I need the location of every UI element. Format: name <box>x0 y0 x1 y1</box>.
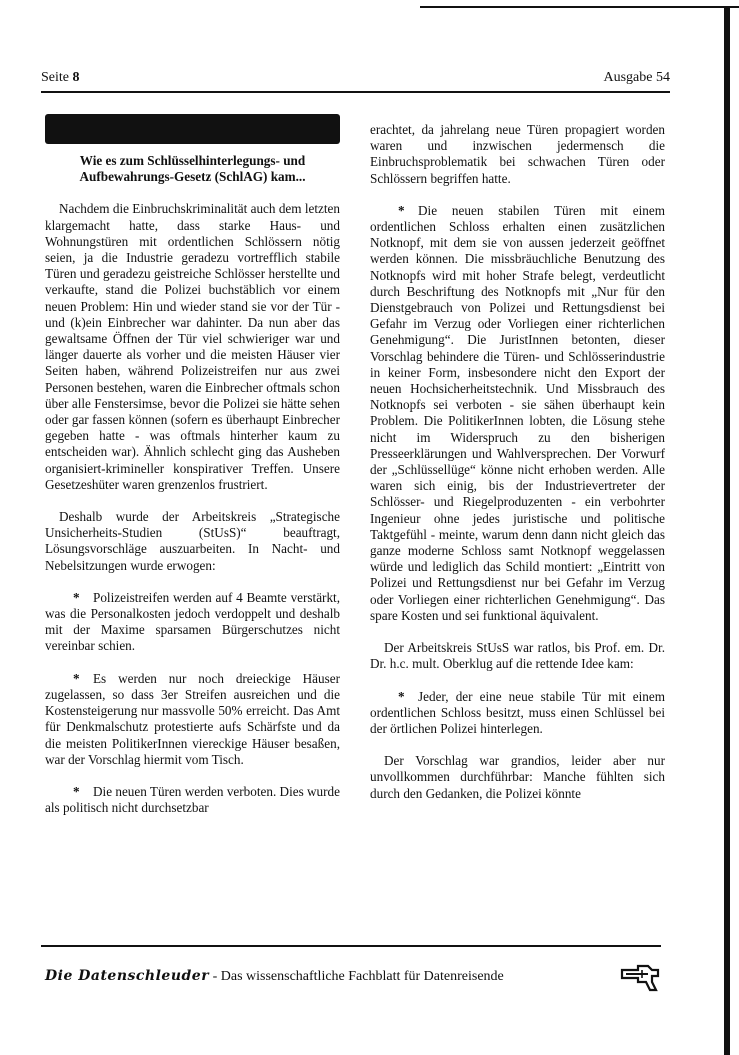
bullet-text-1: Polizeistreifen werden auf 4 Beamte verstärkt, was die Personalkosten jedoch verdoppelt und deshalb mit der Maxime sparsamen Bürgerschutzes nicht vereinbar schien. <box>45 589 340 654</box>
bullet-icon: * <box>398 202 405 218</box>
paragraph-3: erachtet, da jahrelang neue Türen propagiert worden waren und inzwischen jedermensch die Einbruchsproblematik bei schwachen Türen oder Schlössern begriffen hatte. <box>370 122 665 186</box>
bullet-item-3 <box>45 784 340 816</box>
bullet-text-5: Jeder, der eine neue stabile Tür mit einem ordentlichen Schloss besitzt, muss einen Schlüssel bei der örtlichen Polizei hinterlegen. <box>370 688 665 736</box>
headline-line-1: Wie es zum Schlüsselhinterlegungs- und <box>79 153 306 168</box>
article-headline <box>45 153 340 185</box>
paragraph-1: Nachdem die Einbruchskriminalität auch dem letzten klargemacht hatte, dass starke Haus- und Wohnungstüren mit ordentlichen Schlössern nötig seien, ja die Industrie geradezu vortrefflich stabile Türen und geradezu geistreiche Schlösser herstellte und verkaufte, stand die Polizei buchstäblich vor einem neuen Problem: Hin und wieder stand sie vor der Tür - und (k)ein Einbrecher war dahinter. Da nun aber das gewaltsame Öffnen der Tür viel schwieriger war und länger dauerte als vorher und die meisten Häuser vier Seiten haben, während Polizeistreifen nur aus zwei Personen bestehen, waren die Einbrecher oftmals schon über alle Fenstersimse, bevor die Polizei sie hätte sehen oder gar fassen können (sofern es überhaupt Einbrecher gegeben hatte - was oftmals hinterher kaum zu entscheiden war). Ähnlich schlecht ging das Ausheben organisiert-krimineller konspirativer Treffen. Unsere Gesetzeshüter waren grenzenlos frustriert. <box>45 201 340 492</box>
page-footer <box>45 968 605 988</box>
headline-line-2: Aufbewahrungs-Gesetz (SchlAG) kam... <box>79 169 306 185</box>
paragraph-2: Deshalb wurde der Arbeitskreis „Strategische Unsicherheits-Studien (StUsS)“ beauftragt, Lösungsvorschläge auszuarbeiten. In Nacht- und Nebelsitzungen wurde erwogen: <box>45 509 340 573</box>
bullet-item-4 <box>370 203 665 624</box>
page-label-text: Seite <box>41 70 73 85</box>
bullet-icon: * <box>398 688 405 704</box>
bullet-item-2 <box>45 671 340 768</box>
magazine-tagline: - Das wissenschaftliche Fachblatt für Datenreisende <box>209 969 504 984</box>
bullet-item-1 <box>45 590 340 655</box>
page-label <box>41 70 80 86</box>
paragraph-4: Der Arbeitskreis StUsS war ratlos, bis Prof. em. Dr. Dr. h.c. mult. Oberklug auf die rettende Idee kam: <box>370 640 665 672</box>
bullet-icon: * <box>73 670 80 686</box>
chaos-knot-icon <box>618 960 664 992</box>
bullet-icon: * <box>73 783 80 799</box>
right-column <box>370 122 665 818</box>
page-number: 8 <box>72 70 80 85</box>
header-rule <box>41 91 670 93</box>
bullet-text-3: Die neuen Türen werden verboten. Dies wurde als politisch nicht durchsetzbar <box>45 783 340 816</box>
bullet-text-2: Es werden nur noch dreieckige Häuser zugelassen, so dass 3er Streifen ausreichen und die Kostensteigerung nur massvolle 50% erreicht. Das Amt für Denkmalschutz protestierte aufs Schärfste und da die meisten PolitikerInnen viereckige Häuser besaßen, war der Vorschlag hiermit vom Tisch. <box>45 670 340 767</box>
bullet-text-4: Die neuen stabilen Türen mit einem ordentlichen Schloss erhalten einen zusätzlichen Notknopf, mit dem sie von aussen jederzeit geöffnet werden können. Die missbräuchliche Benutzung des Notknopfs wird mit hoher Strafe belegt, verdeutlicht durch Beschriftung des Notknopfs mit „Nur für den Dienstgebrauch von Polizei und Rettungsdienst bei Gefahr im Verzug oder Vorliegen einer richterlichen Genehmigung“. Die JuristInnen betonten, dieser Vorschlag behindere die Türen- und Schlösserindustrie in keiner Form, insbesondere nicht den Export der neuen Hochsicherheitstechnik. Und Missbrauch des Notknopfs sei verboten - sie sähen überhaupt kein Problem. Die PolitikerInnen lobten, die Lösung stehe nicht im Widerspruch zu den bisherigen Presseerklärungen und Wahlversprechen. Der Vorwurf der „Schlüssellüge“ könne nicht erhoben werden. Alle waren sich einig, bis der Industrievertreter der Schlösser- und Riegelproduzenten - ein verbohrter Ingenieur ohne jedes juristische und politische Taktgefühl - meinte, warum denn dann nicht gleich das ganze moderne Schloss samt Notknopf weggelassen würde und lediglich das Schild montiert: „Eintritt von Polizei und Rettungsdienst nur bei Gefahr im Verzug oder Vorliegen einer richterlichen Genehmigung“. Das spare Kosten und sei funktional äquivalent. <box>370 202 665 623</box>
left-column <box>45 153 340 832</box>
footer-rule <box>41 945 661 947</box>
page-header <box>41 70 670 92</box>
bullet-icon: * <box>73 589 80 605</box>
section-banner <box>45 114 340 144</box>
magazine-brand: Die Datenschleuder <box>45 968 210 984</box>
issue-number: Ausgabe 54 <box>603 70 670 85</box>
paragraph-5: Der Vorschlag war grandios, leider aber nur unvollkommen durchführbar: Manche fühlten sich durch den Gedanken, die Polizei könnte <box>370 753 665 801</box>
scan-edge <box>724 6 730 1055</box>
top-rule <box>420 6 739 8</box>
bullet-item-5 <box>370 689 665 738</box>
